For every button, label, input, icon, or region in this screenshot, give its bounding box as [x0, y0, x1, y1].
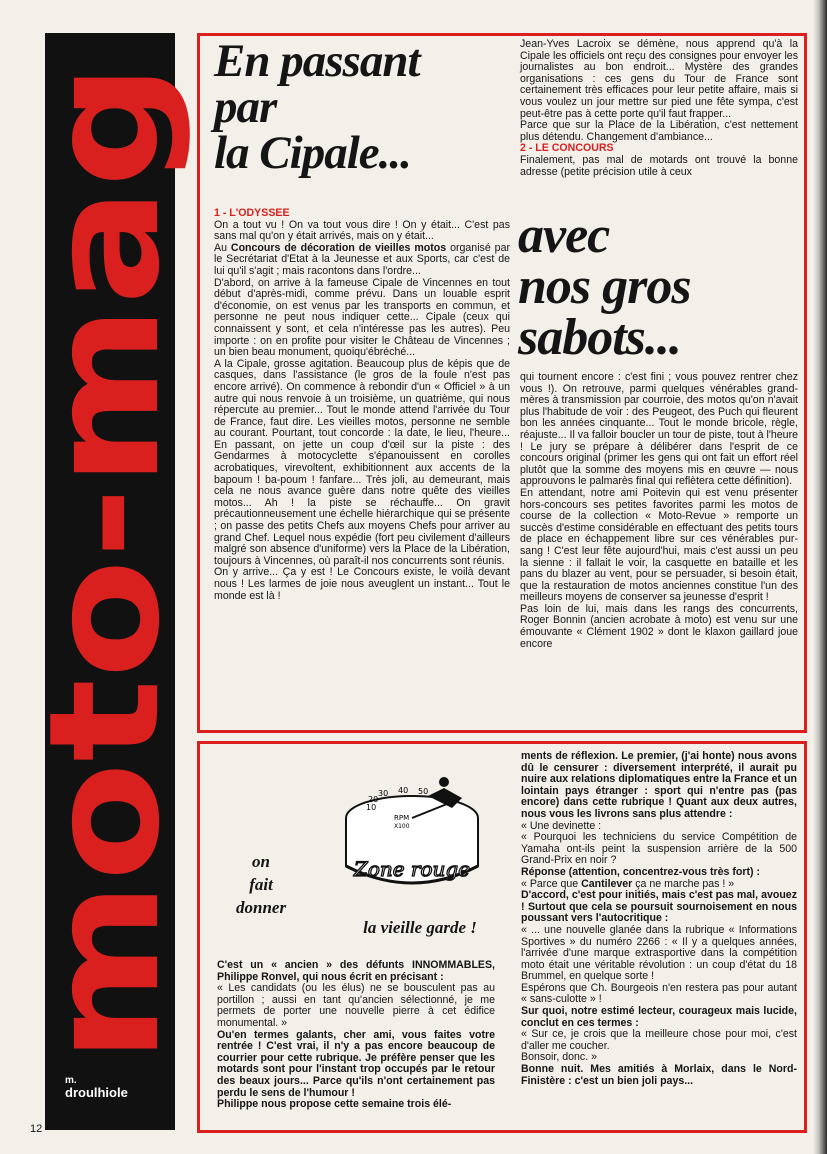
title-line: En passant [214, 35, 420, 87]
rider-head-icon [439, 777, 449, 787]
title-line: la Cipale... [214, 127, 411, 180]
paragraph: Bonne nuit. Mes amitiés à Morlaix, dans le Nord-Finistère : c'est un bien joli pays... [521, 1063, 797, 1087]
paragraph: Bonsoir, donc. » [521, 1051, 597, 1064]
section-heading: 2 - LE CONCOURS [520, 142, 614, 155]
kicker-line: on [252, 852, 270, 871]
kicker-line: donner [236, 898, 287, 917]
article-column-2-top [520, 39, 798, 178]
page-edge-shadow [813, 0, 827, 1154]
tick-label: 20 [368, 795, 379, 804]
zone-rouge-column-2 [521, 751, 797, 1087]
paragraph: « Une devinette : [521, 819, 602, 832]
paragraph: « Les candidats (ou les élus) ne se bousculent pas au portillon ; aussi en tant qu'ancien sélectionné, je me permets de porter une nouvelle pierre à cet édifice monumental. » [217, 982, 495, 1029]
paragraph: Réponse (attention, concentrez-vous très fort) : [521, 865, 760, 878]
article-title [214, 35, 514, 180]
paragraph: ments de réflexion. Le premier, (j'ai honte) nous avons dû le censurer : diversement interprété, il aurait pu nuire aux relations diplomatiques entre la France et un lointain pays étranger : sport qui n'entre pas (pas encore) dans cette rubrique ! Quant aux deux autres, nous vous les livrons sans plus attendre : [521, 750, 797, 820]
paragraph: D'abord, on arrive à la fameuse Cipale de Vincennes en tout début d'après-midi, comme prévu. Dans un louable esprit d'économie, on est venus par les transports en commun, et personne ne peut nous indiquer cette... Cipale (ceux qui connaissent y sont, et cela n'intéresse pas les autres). Peu importe : on en profite pour visiter le Château de Vincennes ; un bien beau monument, quoiqu'ébréché... [214, 276, 510, 359]
paragraph: A la Cipale, grosse agitation. Beaucoup plus de képis que de casques, dans l'assistance (le gros de la foule n'est pas encore arrivé). On commence à rebondir d'un « Officiel » à un autre qui nous renvoie à un troisième, un quatrième, qui nous répercute au premier... Tout le monde attend l'arrivée du Tour de France, faut dire. Les vieilles motos, personne ne semble au courant. Pourtant, tout concorde : la date, le lieu, l'heure... En passant, on jette un coup d'œil sur la piste : des Gendarmes à motocyclette s'épanouissent en corolles acrobatiques, virevoltent, exhibitionnent aux accents de la bapoum ! ba-poum ! fanfare... Très joli, au demeurant, mais cela ne nous avance guère dans notre quête des vieilles motos... Ah ! la piste se réchauffe... On gravit précautionneusement une échelle hiérarchique qui se présente ; on passe des petits Chefs aux moyens Chefs pour arriver au grand Chef. Lequel nous expédie (fort peu civilement d'ailleurs malgré son absence d'uniforme) vers la Place de la Libération, toujours à Vincennes, où paraît-il nos concurrents sont réunis. [214, 357, 510, 567]
logo-text: moto-mag [16, 190, 193, 1063]
sub-title-line: sabots... [518, 308, 681, 366]
author-name: droulhiole [65, 1085, 128, 1100]
paragraph: On a tout vu ! On va tout vous dire ! On y était... C'est pas sans mal qu'on y était arrivés, mais on y était... [214, 218, 510, 243]
paragraph: En attendant, notre ami Poitevin qui est venu présenter hors-concours ses petites favorites parmi les motos de course de la collection « Moto-Revue » remporte un succès d'estime considérable en effectuant des petits tours de place en échappement libre sur ces vénérables pur-sang ! C'est leur fête aujourd'hui, mais c'est aussi un peu la sienne : il fallait le voir, la casquette en bataille et les pans du blazer au vent, pour se persuader, si besoin était, que la restauration de motos anciennes constitue l'un des meilleurs moyens de conserver sa jeunesse d'esprit ! [520, 486, 798, 604]
paragraph: Ou'en termes galants, cher ami, vous faites votre rentrée ! C'est vrai, il n'y a pas encore beaucoup de courrier pour cette rubrique. Je préfère penser que les motards sont pour l'instant trop occupés par le retour des beaux jours... Parce qu'ils n'ont certainement pas perdu le sens de l'humour ! [217, 1028, 495, 1099]
tachometer-illustration [332, 768, 492, 898]
paragraph: Finalement, pas mal de motards ont trouvé la bonne adresse (petite précision utile à ceux [520, 153, 798, 178]
paragraph: qui tournent encore : c'est fini ; vous pouvez rentrer chez vous !). On retrouve, parmi quelques vénérables grand-mères à transmission par courroie, des motos qu'on n'avait plus l'habitude de voir : des Peugeot, des Puch qui fleurent bon les années cinquante... Tout le monde bricole, règle, réajuste... Il va falloir boucler un tour de piste, tout à l'heure ! Le jury se prépare à délibérer dans l'esprit de ce concours original (primer les gens qui ont fait un effort réel plutôt que la somme des moyens mis en œuvre — nous approuvons le palmarès final qui reflètera cette définition). [520, 371, 798, 488]
tick-label: 10 [366, 803, 377, 812]
page-number: 12 [30, 1123, 43, 1135]
kicker-line: fait [249, 875, 273, 894]
paragraph: On y arrive... Ça y est ! Le Concours existe, le voilà devant nous ! Les larmes de joie nous aveuglent un instant... Tout le monde est là ! [214, 566, 510, 602]
title-line: par [214, 81, 277, 134]
paragraph: Philippe nous propose cette semaine trois élé- [217, 1098, 452, 1111]
tick-label: 40 [398, 786, 409, 795]
paragraph: « Pourquoi les techniciens du service Compétition de Yamaha ont-ils peint la suspension arrière de la 500 Grand-Prix en noir ? [521, 831, 797, 867]
zone-rouge-column-1 [217, 960, 495, 1111]
paragraph: Au Concours de décoration de vieilles motos organisé par le Secrétariat d'Etat à la Jeunesse et aux Sports, car c'est de lui qu'il s'agit ; mais racontons dans l'ordre... [214, 241, 510, 277]
zone-rouge-logo-text: Zone rouge [353, 857, 471, 881]
sub-title-line: avec [518, 207, 610, 264]
section-heading: 1 - L'ODYSSEE [214, 207, 290, 219]
author-credit [65, 1075, 128, 1099]
paragraph: Espérons que Ch. Bourgeois n'en restera pas pour autant « sans-culotte » ! [521, 981, 797, 1006]
sub-title-line: nos gros [518, 257, 691, 315]
sub-title [518, 207, 798, 366]
paragraph: C'est un « ancien » des défunts INNOMMABLES, Philippe Ronvel, qui nous écrit en précisant : [217, 959, 495, 983]
paragraph: Pas loin de lui, mais dans les rangs des concurrents, Roger Bonnin (ancien acrobate à moto) est venu sur une émouvante « Clément 1902 » dont le klaxon gaillard joue encore [520, 602, 798, 650]
paragraph: Parce que sur la Place de la Libération, c'est nettement plus détendu. Changement d'ambiance... [520, 119, 798, 143]
rpm-label: RPM [394, 814, 410, 822]
paragraph: Sur quoi, notre estimé lecteur, courageux mais lucide, conclut en ces termes : [521, 1005, 797, 1029]
paragraph: D'accord, c'est pour initiés, mais c'est pas mal, avouez ! Surtout que cela se poursuit sournoisement en nous poussant vers l'autocritique : [521, 889, 797, 925]
author-initial: m. [65, 1075, 77, 1086]
rpm-multiplier: X100 [394, 823, 410, 830]
tick-label: 50 [418, 787, 429, 796]
on-fait-donner [236, 850, 286, 919]
paragraph: Jean-Yves Lacroix se démène, nous apprend qu'à la Cipale les officiels ont reçu des consignes pour envoyer les journalistes au bon endroit... Mystère des grandes organisations : ces gens du Tour de France sont certainement très efficaces pour leur petite affaire, mais si vous voulez un jour mettre sur pied une fête sympa, c'est peut-être pas à cette porte qu'il faut frapper... [520, 38, 798, 120]
paragraph: « Parce que Cantilever ça ne marche pas ! » [521, 877, 735, 890]
paragraph: « Sur ce, je crois que la meilleure chose pour moi, c'est d'aller me coucher. [521, 1028, 797, 1052]
vieille-garde-title: la vieille garde ! [363, 918, 477, 937]
paragraph: « ... une nouvelle glanée dans la rubrique « Informations Sportives » du numéro 2266 : « Il y a quelques années, l'arrivée d'une marque extrasportive dans la compétition moto était une véritable révolution : un coup d'état du 18 Brummel, en quelque sorte ! [521, 923, 797, 983]
article-column-1 [214, 208, 510, 602]
tick-label: 30 [378, 789, 389, 798]
article-column-2-bottom [520, 372, 798, 650]
